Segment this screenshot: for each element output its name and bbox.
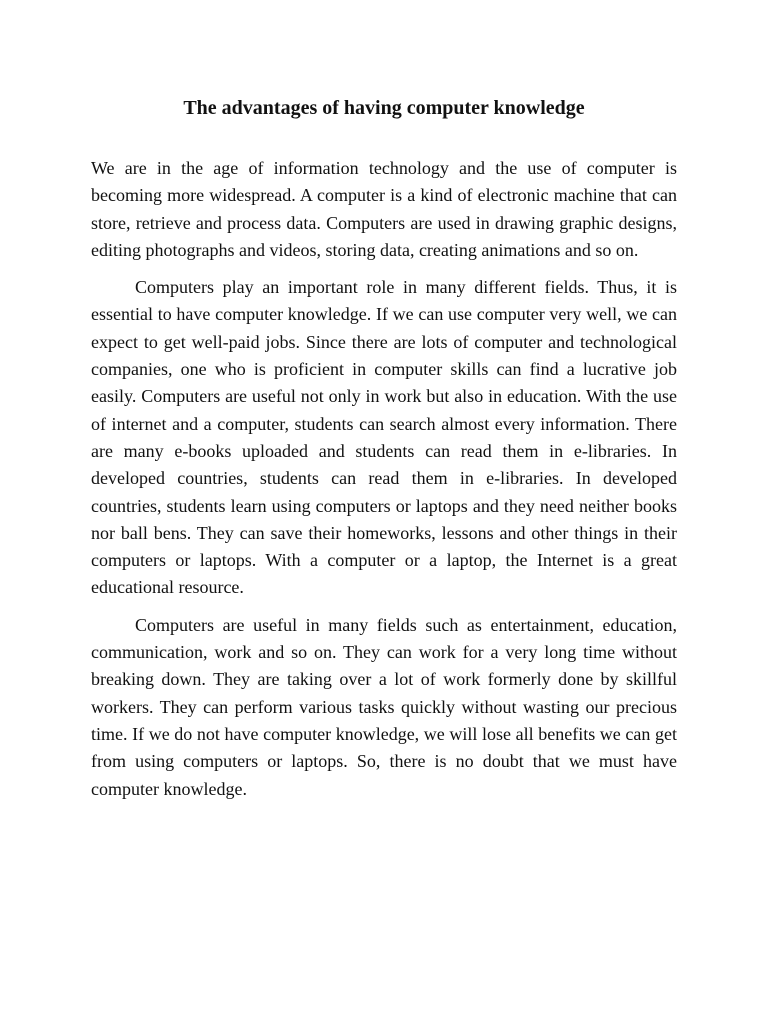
paragraph-conclusion: Computers are useful in many fields such as entertainment, education, communication, work and so on. They can work for a very long time without breaking down. They are taking over a lot of work formerly done by skillful workers. They can perform various tasks quickly without wasting our precious time. If we do not have computer knowledge, we will lose all benefits we can get from using computers or laptops. So, there is no doubt that we must have computer knowledge. bbox=[91, 614, 677, 799]
paragraph-importance: Computers play an important role in many different fields. Thus, it is essential to have computer knowledge. If we can use computer very well, we can expect to get well-paid jobs. Since there are lots of computer and technological companies, one who is proficient in computer skills can find a lucrative job easily. Computers are useful not only in work but also in education. With the use of internet and a computer, students can search almost every information. There are many e-books uploaded and students can read them in e-libraries. In developed countries, students can read them in e-libraries. In developed countries, students learn using computers or laptops and they need neither books nor ball bens. They can save their homeworks, lessons and other things in their computers or laptops. With a computer or a laptop, the Internet is a great educational resource. bbox=[91, 277, 677, 598]
document-title: The advantages of having computer knowledge bbox=[183, 97, 585, 119]
paragraph-intro: We are in the age of information technology and the use of computer is becoming more widespread. A computer is a kind of electronic machine that can store, retrieve and process data. Computers are used in drawing graphic designs, editing photographs and videos, storing data, creating animations and so on. bbox=[91, 158, 677, 260]
